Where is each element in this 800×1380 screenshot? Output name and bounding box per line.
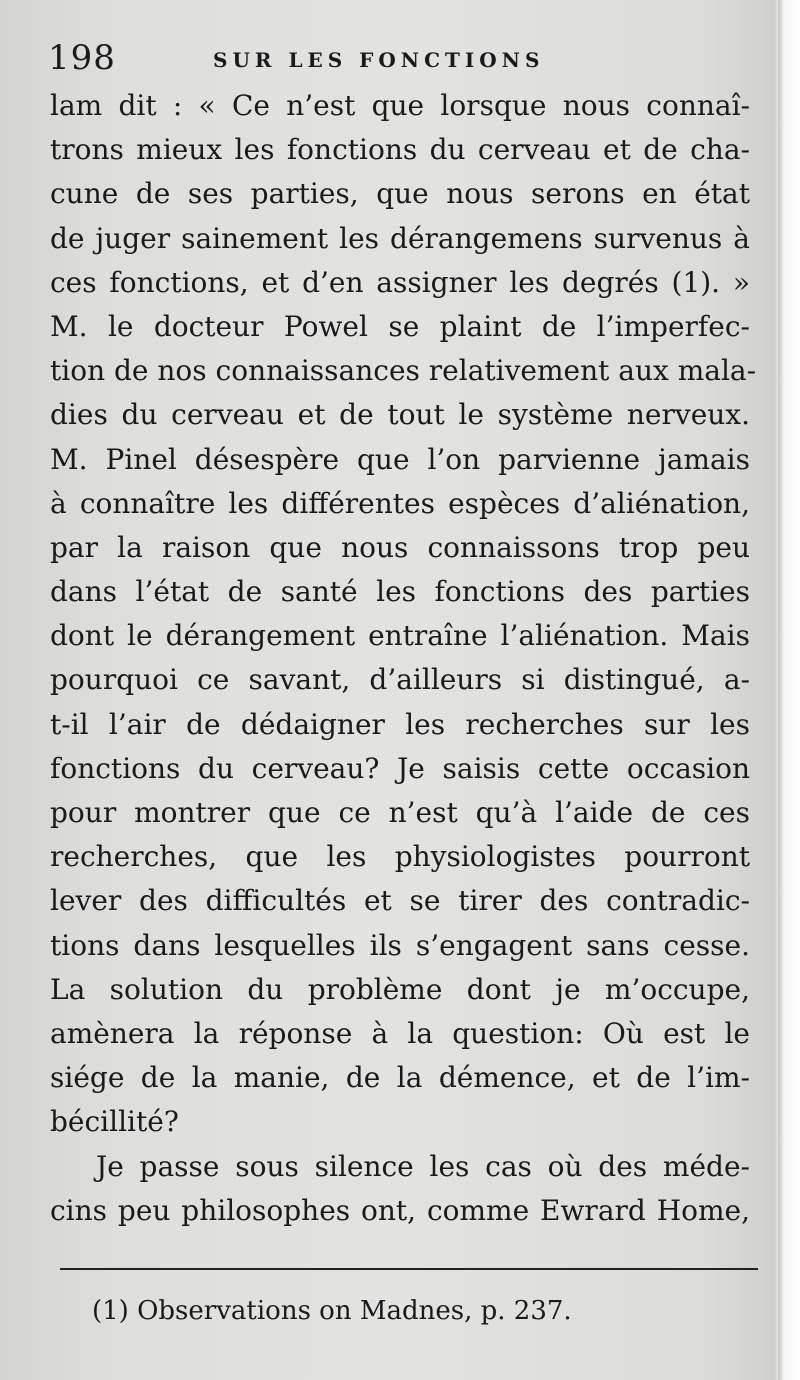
text-line: dans l’état de santé les fonctions des parties xyxy=(50,575,750,609)
text-line: pourquoi ce savant, d’ailleurs si distingué, a- xyxy=(50,663,750,697)
text-line: de juger sainement les dérangemens survenus à xyxy=(50,221,750,255)
text-line: à connaître les différentes espèces d’aliénation, xyxy=(50,486,750,520)
text-line: siége de la manie, de la démence, et de l’im- xyxy=(50,1061,750,1095)
text-line: recherches, que les physiologistes pourront xyxy=(50,840,750,874)
page-header xyxy=(48,38,748,82)
text-line: tion de nos connaissances relativement aux mala- xyxy=(50,354,757,388)
page-number: 198 xyxy=(48,38,116,78)
text-line: t-il l’air de dédaigner les recherches sur les xyxy=(50,707,750,741)
text-line: lever des difficultés et se tirer des contradic- xyxy=(50,884,750,918)
body-text xyxy=(50,84,757,1233)
text-line: ces fonctions, et d’en assigner les degrés (1). » xyxy=(50,265,750,299)
text-line: M. Pinel désespère que l’on parvienne jamais xyxy=(50,442,750,476)
footnote-rule xyxy=(60,1268,758,1270)
text-line: dies du cerveau et de tout le système nerveux. xyxy=(50,398,750,432)
text-line: amènera la réponse à la question: Où est le xyxy=(50,1016,750,1050)
paragraph-start-line: Je passe sous silence les cas où des méde- xyxy=(96,1149,750,1183)
running-head: SUR LES FONCTIONS xyxy=(213,48,545,72)
text-line: M. le docteur Powel se plaint de l’imperfec- xyxy=(50,309,750,343)
text-line: fonctions du cerveau? Je saisis cette occasion xyxy=(50,751,750,785)
text-line: cins peu philosophes ont, comme Ewrard Home, xyxy=(50,1193,750,1227)
text-line: pour montrer que ce n’est qu’à l’aide de ces xyxy=(50,796,750,829)
page-edge xyxy=(778,0,800,1380)
text-line: trons mieux les fonctions du cerveau et de cha- xyxy=(50,133,750,167)
text-line: cune de ses parties, que nous serons en état xyxy=(50,177,750,211)
footnote: (1) Observations on Madnes, p. 237. xyxy=(92,1296,572,1326)
text-line: tions dans lesquelles ils s’engagent sans cesse. xyxy=(50,928,750,962)
text-line: bécillité? xyxy=(50,1105,179,1139)
text-line: lam dit : « Ce n’est que lorsque nous connaî- xyxy=(50,89,750,122)
text-line: La solution du problème dont je m’occupe, xyxy=(50,972,750,1006)
text-line: dont le dérangement entraîne l’aliénation. Mais xyxy=(50,619,750,653)
text-line: par la raison que nous connaissons trop peu xyxy=(50,530,750,564)
